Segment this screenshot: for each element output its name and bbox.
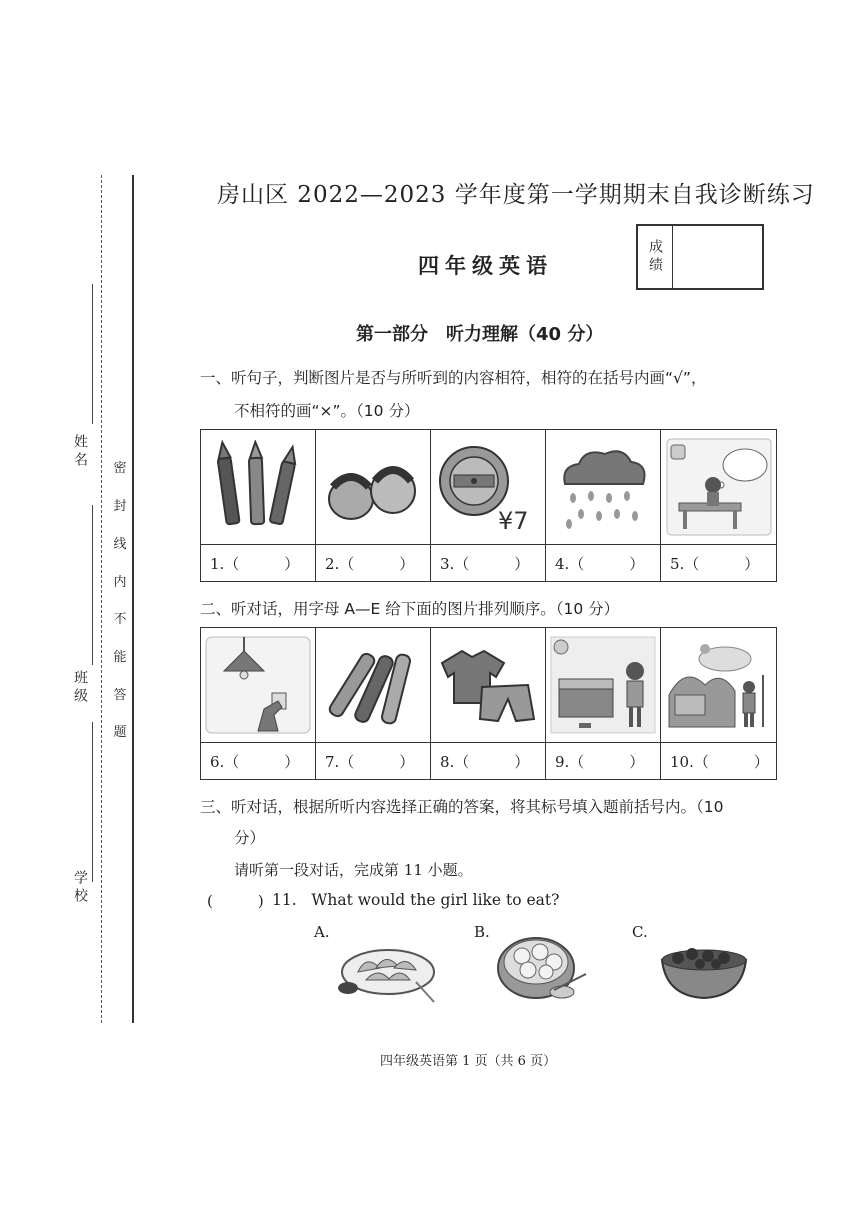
seal-char: 密 [113, 461, 127, 476]
section1-grid [200, 429, 777, 582]
answer-blank[interactable]: 7.（ ） [325, 752, 415, 771]
answer-blank[interactable]: 10.（ ） [670, 752, 769, 771]
school-underline [92, 722, 93, 882]
answer-blank[interactable]: 2.（ ） [325, 554, 415, 573]
exam-subtitle: 四年级英语 [418, 254, 553, 278]
question-cell [201, 628, 316, 779]
question-cell [316, 430, 431, 581]
question-cell [201, 430, 316, 581]
section3-subinstruction: 请听第一段对话，完成第 11 小题。 [234, 861, 473, 879]
rain-cloud-icon [546, 430, 660, 545]
section2-grid [200, 627, 777, 780]
question-cell [431, 628, 546, 779]
name-label: 姓名 [72, 434, 88, 470]
dumplings-icon [336, 942, 438, 1008]
messy-room-icon [546, 628, 660, 743]
class-underline [92, 505, 93, 665]
steamed-buns-icon [496, 932, 588, 1008]
fold-dashed-line [101, 175, 102, 1023]
part-title: 第一部分 听力理解（40 分） [356, 324, 604, 345]
answer-blank[interactable]: 3.（ ） [440, 554, 530, 573]
seal-char: 答 [113, 688, 127, 703]
section2-instruction: 二、听对话，用字母 A—E 给下面的图片排列顺序。（10 分） [200, 600, 620, 618]
girl-thinking-icon [661, 430, 776, 545]
class-label: 班级 [72, 670, 88, 706]
seal-char: 内 [113, 575, 127, 590]
answer-blank[interactable]: 8.（ ） [440, 752, 530, 771]
option-label[interactable]: B. [474, 923, 490, 941]
sandals-icon [316, 430, 430, 545]
crayons-icon [201, 430, 315, 545]
score-label: 成绩 [638, 226, 673, 288]
clothes-icon [431, 628, 545, 743]
seal-char: 能 [113, 650, 127, 665]
school-label: 学校 [72, 870, 88, 906]
answer-bracket[interactable]: ( ) [207, 892, 264, 910]
section3-instruction-cont: 分） [234, 829, 266, 847]
price-tag: ¥7 [498, 507, 529, 535]
question-cell [546, 628, 661, 779]
option-label[interactable]: A. [314, 923, 330, 941]
seal-char: 封 [113, 499, 127, 514]
pencil-sharpener-icon [431, 430, 545, 545]
section1-instruction: 一、听句子，判断图片是否与所听到的内容相符，相符的在括号内画“√”， [200, 369, 707, 387]
question-cell [431, 430, 546, 581]
answer-blank[interactable]: 4.（ ） [555, 554, 645, 573]
page-footer: 四年级英语第 1 页（共 6 页） [380, 1054, 557, 1069]
exam-title: 房山区 2022—2023 学年度第一学期期末自我诊断练习 [217, 182, 815, 208]
question-11: 11. What would the girl like to eat? [272, 891, 560, 909]
bowl-icon [656, 938, 752, 1006]
question-cell [316, 628, 431, 779]
option-label[interactable]: C. [632, 923, 648, 941]
section3-instruction: 三、听对话，根据所听内容选择正确的答案，将其标号填入题前括号内。（10 [200, 798, 724, 816]
answer-blank[interactable]: 5.（ ） [670, 554, 760, 573]
question-cell [661, 628, 776, 779]
seal-char: 题 [113, 725, 127, 740]
section1-instruction-cont: 不相符的画“×”。（10 分） [234, 402, 420, 420]
farm-icon [661, 628, 776, 743]
seal-char: 线 [113, 537, 127, 552]
answer-blank[interactable]: 9.（ ） [555, 752, 645, 771]
question-cell [546, 430, 661, 581]
score-box [636, 224, 764, 290]
seal-solid-line [132, 175, 134, 1023]
question-cell [661, 430, 776, 581]
crayons-icon [316, 628, 430, 743]
name-underline [92, 284, 93, 424]
seal-char: 不 [113, 612, 127, 627]
answer-blank[interactable]: 6.（ ） [210, 752, 300, 771]
answer-blank[interactable]: 1.（ ） [210, 554, 300, 573]
lamp-switch-icon [201, 628, 315, 743]
